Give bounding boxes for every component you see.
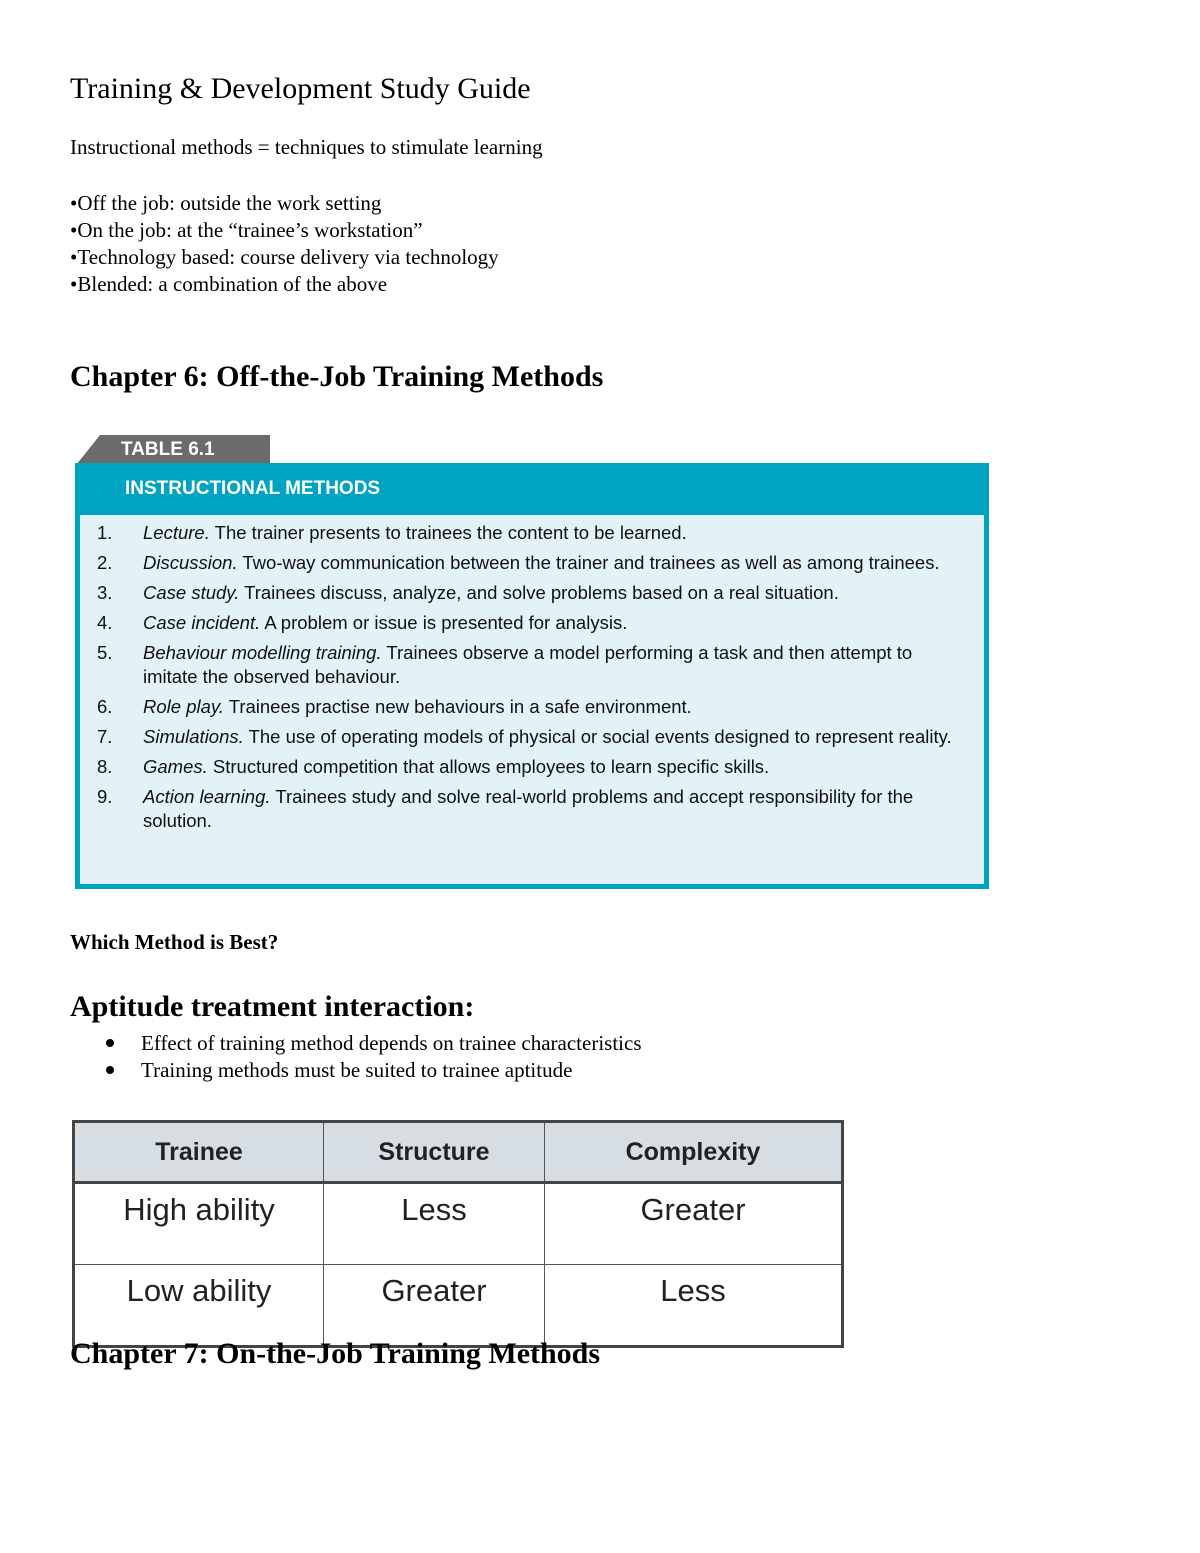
ati-table-header-row — [74, 1122, 843, 1183]
ati-bullet-text: Training methods must be suited to trainee aptitude — [141, 1058, 573, 1082]
intro-definition: Instructional methods = techniques to stimulate learning — [70, 135, 543, 159]
row-number: 5. — [97, 642, 113, 663]
table-6-1-row — [80, 785, 984, 833]
row-number: 7. — [97, 726, 113, 747]
method-type-item: •Technology based: course delivery via technology — [70, 245, 499, 269]
column-header-complexity: Complexity — [545, 1122, 843, 1183]
method-type-item: •Blended: a combination of the above — [70, 272, 388, 296]
row-term: Role play. — [143, 696, 224, 717]
chapter-7-heading: Chapter 7: On-the-Job Training Methods — [70, 1337, 601, 1370]
table-cell: Less — [324, 1183, 545, 1265]
table-row — [74, 1183, 843, 1265]
column-header-structure: Structure — [324, 1122, 545, 1183]
table-row — [74, 1265, 843, 1347]
row-description: Trainees discuss, analyze, and solve problems based on a real situation. — [239, 582, 839, 603]
row-term: Case study. — [143, 582, 240, 603]
method-type-list — [70, 190, 499, 298]
row-number: 2. — [97, 552, 113, 573]
ati-bullet — [70, 1057, 642, 1084]
row-number: 4. — [97, 612, 113, 633]
row-number: 8. — [97, 756, 113, 777]
row-number: 1. — [97, 522, 113, 543]
document-title: Training & Development Study Guide — [70, 72, 531, 105]
row-term: Lecture. — [143, 522, 210, 543]
row-term: Games. — [143, 756, 208, 777]
table-cell: Greater — [324, 1265, 545, 1347]
row-description: Trainees observe a model performing a task and then attempt to imitate the observed behaviour. — [143, 642, 913, 687]
table-6-1 — [75, 463, 989, 889]
ati-bullet-text: Effect of training method depends on trainee characteristics — [141, 1031, 642, 1055]
table-cell: Less — [545, 1265, 843, 1347]
table-6-1-row — [80, 581, 984, 605]
which-method-heading: Which Method is Best? — [70, 930, 279, 954]
ati-heading: Aptitude treatment interaction: — [70, 990, 475, 1023]
table-6-1-row — [80, 551, 984, 575]
table-6-1-row — [80, 695, 984, 719]
row-description: The use of operating models of physical or social events designed to represent reality. — [243, 726, 952, 747]
table-6-1-header-label: INSTRUCTIONAL METHODS — [125, 478, 381, 499]
table-6-1-row — [80, 611, 984, 635]
row-description: The trainer presents to trainees the content to be learned. — [209, 522, 687, 543]
table-6-1-row — [80, 725, 984, 749]
row-number: 9. — [97, 786, 113, 807]
row-description: Structured competition that allows employees to learn specific skills. — [207, 756, 770, 777]
table-6-1-label: TABLE 6.1 — [121, 439, 215, 460]
table-6-1-row — [80, 641, 984, 689]
bullet-icon — [106, 1039, 114, 1047]
chapter-6-heading: Chapter 6: Off-the-Job Training Methods — [70, 360, 604, 393]
bullet-icon — [106, 1066, 114, 1074]
table-cell: Greater — [545, 1183, 843, 1265]
table-6-1-rows — [80, 521, 984, 839]
ati-bullet — [70, 1030, 642, 1057]
row-description: A problem or issue is presented for analysis. — [260, 612, 628, 633]
row-term: Behaviour modelling training. — [143, 642, 382, 663]
row-description: Two-way communication between the trainer and trainees as well as among trainees. — [237, 552, 940, 573]
row-term: Discussion. — [143, 552, 238, 573]
ati-bullet-list — [70, 1030, 642, 1084]
row-term: Simulations. — [143, 726, 244, 747]
table-cell: High ability — [74, 1183, 324, 1265]
column-header-trainee: Trainee — [74, 1122, 324, 1183]
table-6-1-row — [80, 521, 984, 545]
row-term: Case incident. — [143, 612, 261, 633]
row-description: Trainees practise new behaviours in a safe environment. — [223, 696, 692, 717]
method-type-item: •Off the job: outside the work setting — [70, 191, 382, 215]
ati-table — [72, 1120, 844, 1348]
table-6-1-header — [80, 463, 984, 515]
table-cell: Low ability — [74, 1265, 324, 1347]
table-6-1-row — [80, 755, 984, 779]
row-description: Trainees study and solve real-world problems and accept responsibility for the solution. — [143, 786, 914, 831]
method-type-item: •On the job: at the “trainee’s workstation” — [70, 218, 423, 242]
table-6-1-tab — [76, 435, 270, 465]
row-term: Action learning. — [143, 786, 271, 807]
row-number: 3. — [97, 582, 113, 603]
row-number: 6. — [97, 696, 113, 717]
